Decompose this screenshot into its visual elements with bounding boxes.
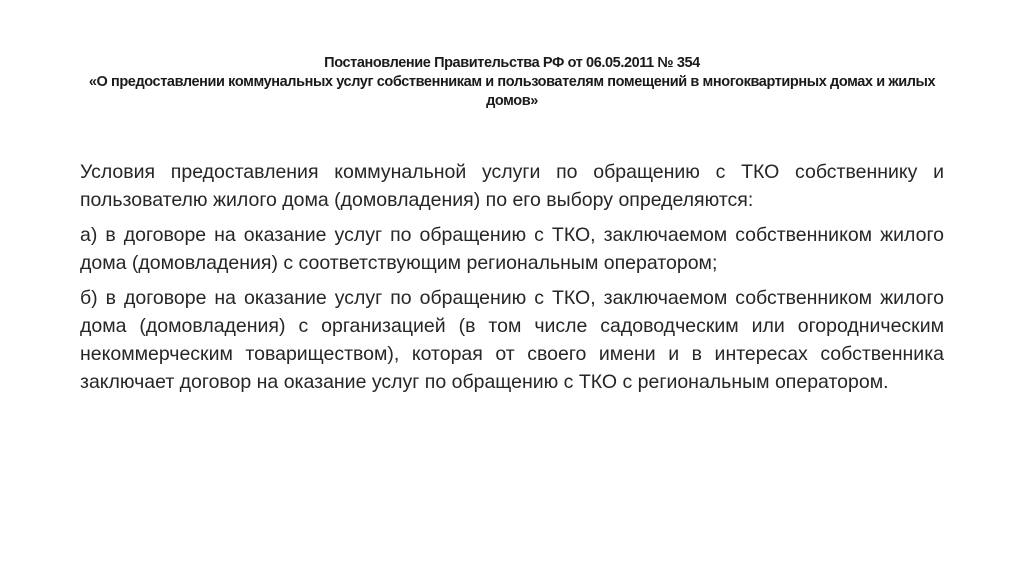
- title-line-2: «О предоставлении коммунальных услуг собственникам и пользователям помещений в многоквартирных домах и жилых домов»: [88, 74, 936, 109]
- paragraph-item-b: б) в договоре на оказание услуг по обращению с ТКО, заключаемом собственником жилого дома (домовладения) с организацией (в том числе садоводческим или огородническим некоммерческим товариществом), которая от своего имени и в интересах собственника заключает договор на оказание услуг по обращению с ТКО с региональным оператором.: [80, 287, 944, 393]
- title-line-1: Постановление Правительства РФ от 06.05.2011 № 354: [324, 55, 700, 71]
- paragraph-item-a: а) в договоре на оказание услуг по обращению с ТКО, заключаемом собственником жилого дома (домовладения) с соответствующим региональным оператором;: [80, 224, 944, 274]
- paragraph-intro: Условия предоставления коммунальной услуги по обращению с ТКО собственнику и пользователю жилого дома (домовладения) по его выбору определяются:: [80, 161, 944, 211]
- slide-title: [80, 54, 944, 111]
- slide-body: [80, 158, 944, 403]
